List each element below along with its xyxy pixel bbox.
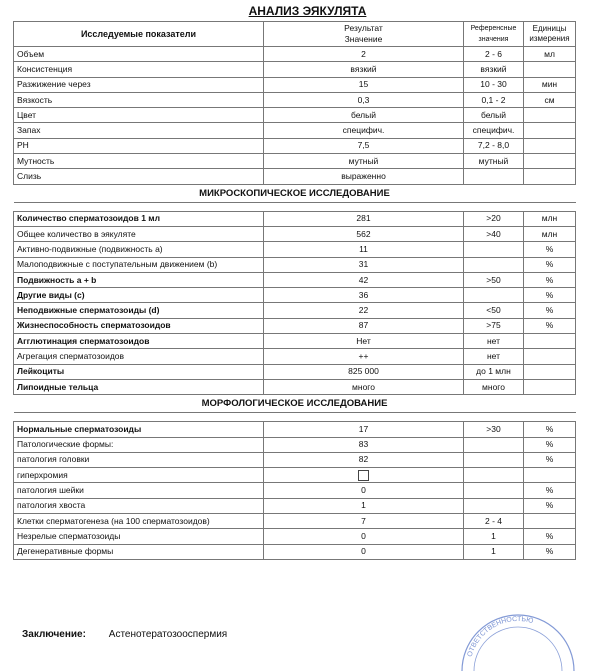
- table-row: [14, 364, 576, 379]
- table-row: [14, 529, 576, 544]
- table-row: [14, 422, 576, 437]
- param-ref: 2 - 6: [464, 47, 524, 62]
- param-name: Неподвижные сперматозоиды (d): [14, 303, 264, 318]
- param-unit: %: [524, 483, 576, 498]
- param-unit: [524, 364, 576, 379]
- header-result-line1: Результат: [344, 23, 383, 33]
- param-name: Вязкость: [14, 92, 264, 107]
- spacer-row: [14, 202, 576, 211]
- param-value: 0: [264, 529, 464, 544]
- param-value: мутный: [264, 154, 464, 169]
- param-unit: %: [524, 242, 576, 257]
- table-row: [14, 211, 576, 226]
- param-unit: см: [524, 92, 576, 107]
- param-name: Патологические формы:: [14, 437, 264, 452]
- param-name: Количество сперматозоидов 1 мл: [14, 211, 264, 226]
- stamp-seal-icon: [452, 611, 582, 671]
- param-ref: нет: [464, 334, 524, 349]
- param-name: патология шейки: [14, 483, 264, 498]
- param-name: Другие виды (c): [14, 288, 264, 303]
- param-ref: [464, 242, 524, 257]
- param-ref: >20: [464, 211, 524, 226]
- header-ref-line2: значения: [478, 36, 509, 43]
- param-name: Незрелые сперматозоиды: [14, 529, 264, 544]
- param-name: Активно-подвижные (подвижность a): [14, 242, 264, 257]
- section-heading-morph: [14, 395, 576, 413]
- param-ref: 1: [464, 544, 524, 559]
- param-ref: [464, 483, 524, 498]
- table-row: [14, 242, 576, 257]
- param-unit: мл: [524, 47, 576, 62]
- table-row: [14, 257, 576, 272]
- param-value: 22: [264, 303, 464, 318]
- param-ref: 10 - 30: [464, 77, 524, 92]
- param-unit: %: [524, 529, 576, 544]
- header-units-line1: Единицы: [532, 24, 567, 33]
- param-ref: 0,1 - 2: [464, 92, 524, 107]
- param-value-checkbox: [264, 468, 464, 483]
- param-unit: [524, 138, 576, 153]
- param-ref: специфич.: [464, 123, 524, 138]
- param-value: 11: [264, 242, 464, 257]
- param-unit: [524, 62, 576, 77]
- section-title: МИКРОСКОПИЧЕСКОЕ ИССЛЕДОВАНИЕ: [199, 187, 390, 199]
- table-row: [14, 123, 576, 138]
- param-value: белый: [264, 108, 464, 123]
- param-ref: 2 - 4: [464, 514, 524, 529]
- param-name: Разжижение через: [14, 77, 264, 92]
- table-row: [14, 138, 576, 153]
- param-name: Объем: [14, 47, 264, 62]
- param-unit: %: [524, 303, 576, 318]
- param-name: Агрегация сперматозоидов: [14, 349, 264, 364]
- hyperchromia-checkbox[interactable]: [358, 470, 369, 481]
- header-units: [524, 22, 576, 47]
- param-ref: >75: [464, 318, 524, 333]
- param-ref: до 1 млн: [464, 364, 524, 379]
- param-name: Подвижность a + b: [14, 272, 264, 287]
- param-name: Лейкоциты: [14, 364, 264, 379]
- table-row: [14, 272, 576, 287]
- param-value: 0: [264, 544, 464, 559]
- param-value: много: [264, 379, 464, 394]
- spacer: [14, 202, 576, 211]
- param-value: выраженно: [264, 169, 464, 184]
- param-name: Консистенция: [14, 62, 264, 77]
- table-row: [14, 108, 576, 123]
- param-ref: нет: [464, 349, 524, 364]
- table-row: [14, 514, 576, 529]
- param-unit: [524, 468, 576, 483]
- table-row: [14, 318, 576, 333]
- param-value: 7: [264, 514, 464, 529]
- table-row: [14, 169, 576, 184]
- param-value: 2: [264, 47, 464, 62]
- param-ref: >50: [464, 272, 524, 287]
- param-ref: много: [464, 379, 524, 394]
- param-name: патология хвоста: [14, 498, 264, 513]
- table-row: [14, 334, 576, 349]
- table-row: [14, 303, 576, 318]
- header-units-line2: измерения: [529, 34, 570, 43]
- table-header: [14, 22, 576, 47]
- conclusion-label: Заключение:: [22, 629, 86, 640]
- param-value: 82: [264, 452, 464, 467]
- param-name: Слизь: [14, 169, 264, 184]
- table-row: [14, 483, 576, 498]
- header-result-line2: Значение: [344, 34, 383, 44]
- param-ref: [464, 452, 524, 467]
- param-name: Запах: [14, 123, 264, 138]
- param-unit: %: [524, 318, 576, 333]
- param-name: Дегенеративные формы: [14, 544, 264, 559]
- param-unit: млн: [524, 226, 576, 241]
- param-ref: >30: [464, 422, 524, 437]
- header-param: Исследуемые показатели: [14, 22, 264, 47]
- param-ref: [464, 257, 524, 272]
- header-ref: [464, 22, 524, 47]
- table-row: [14, 62, 576, 77]
- param-value: вязкий: [264, 62, 464, 77]
- param-unit: мин: [524, 77, 576, 92]
- param-value: 1: [264, 498, 464, 513]
- param-ref: вязкий: [464, 62, 524, 77]
- param-value: 87: [264, 318, 464, 333]
- param-ref: >40: [464, 226, 524, 241]
- param-unit: [524, 123, 576, 138]
- spacer-row: [14, 413, 576, 422]
- table-row: [14, 47, 576, 62]
- param-name: Жизнеспособность сперматозоидов: [14, 318, 264, 333]
- param-value: 15: [264, 77, 464, 92]
- param-value: 36: [264, 288, 464, 303]
- param-value: специфич.: [264, 123, 464, 138]
- results-table: [13, 21, 576, 560]
- table-row: [14, 77, 576, 92]
- param-ref: мутный: [464, 154, 524, 169]
- param-ref: [464, 498, 524, 513]
- param-unit: [524, 108, 576, 123]
- param-unit: %: [524, 544, 576, 559]
- param-unit: %: [524, 498, 576, 513]
- param-value: ++: [264, 349, 464, 364]
- param-unit: %: [524, 452, 576, 467]
- param-value: 825 000: [264, 364, 464, 379]
- conclusion: [22, 629, 227, 640]
- header-result: [264, 22, 464, 47]
- param-unit: [524, 349, 576, 364]
- report-title: АНАЛИЗ ЭЯКУЛЯТА: [248, 4, 367, 18]
- table-row: [14, 349, 576, 364]
- param-name: Нормальные сперматозоиды: [14, 422, 264, 437]
- param-value: 83: [264, 437, 464, 452]
- table-row: [14, 498, 576, 513]
- param-ref: [464, 169, 524, 184]
- param-unit: млн: [524, 211, 576, 226]
- param-value: 562: [264, 226, 464, 241]
- param-unit: %: [524, 288, 576, 303]
- param-value: 0,3: [264, 92, 464, 107]
- param-name: Агглютинация сперматозоидов: [14, 334, 264, 349]
- param-value: Нет: [264, 334, 464, 349]
- param-ref: [464, 437, 524, 452]
- param-unit: [524, 154, 576, 169]
- param-value: 31: [264, 257, 464, 272]
- table-row: [14, 544, 576, 559]
- param-name: патология головки: [14, 452, 264, 467]
- table-row: [14, 452, 576, 467]
- table-row: [14, 437, 576, 452]
- table-row: [14, 379, 576, 394]
- param-unit: %: [524, 437, 576, 452]
- param-ref: [464, 468, 524, 483]
- param-ref: 1: [464, 529, 524, 544]
- param-name: гиперхромия: [14, 468, 264, 483]
- param-unit: [524, 334, 576, 349]
- param-value: 42: [264, 272, 464, 287]
- param-ref: <50: [464, 303, 524, 318]
- param-unit: [524, 379, 576, 394]
- table-row: [14, 226, 576, 241]
- param-ref: белый: [464, 108, 524, 123]
- table-row: [14, 288, 576, 303]
- svg-text:ОТВЕТСТВЕННОСТЬЮ: [467, 616, 534, 658]
- param-unit: [524, 169, 576, 184]
- param-name: Малоподвижные с поступательным движением (b): [14, 257, 264, 272]
- stamp-text: ОТВЕТСТВЕННОСТЬЮ: [466, 615, 534, 658]
- param-ref: [464, 288, 524, 303]
- param-name: Цвет: [14, 108, 264, 123]
- param-value: 7,5: [264, 138, 464, 153]
- param-name: PH: [14, 138, 264, 153]
- table-row: [14, 468, 576, 483]
- param-unit: %: [524, 272, 576, 287]
- param-value: 0: [264, 483, 464, 498]
- section-heading-micro: [14, 184, 576, 202]
- param-unit: %: [524, 257, 576, 272]
- param-ref: 7,2 - 8,0: [464, 138, 524, 153]
- lab-stamp: [452, 611, 582, 671]
- conclusion-value: Астенотератозооспермия: [108, 629, 228, 640]
- spacer: [14, 413, 576, 422]
- param-value: 17: [264, 422, 464, 437]
- section-title: МОРФОЛОГИЧЕСКОЕ ИССЛЕДОВАНИЕ: [201, 398, 388, 410]
- param-name: Общее количество в эякуляте: [14, 226, 264, 241]
- table-row: [14, 92, 576, 107]
- header-ref-line1: Референсные: [470, 25, 517, 32]
- param-value: 281: [264, 211, 464, 226]
- param-name: Клетки сперматогенеза (на 100 сперматозоидов): [14, 514, 264, 529]
- param-name: Липоидные тельца: [14, 379, 264, 394]
- param-name: Мутность: [14, 154, 264, 169]
- table-row: [14, 154, 576, 169]
- param-unit: %: [524, 422, 576, 437]
- param-unit: [524, 514, 576, 529]
